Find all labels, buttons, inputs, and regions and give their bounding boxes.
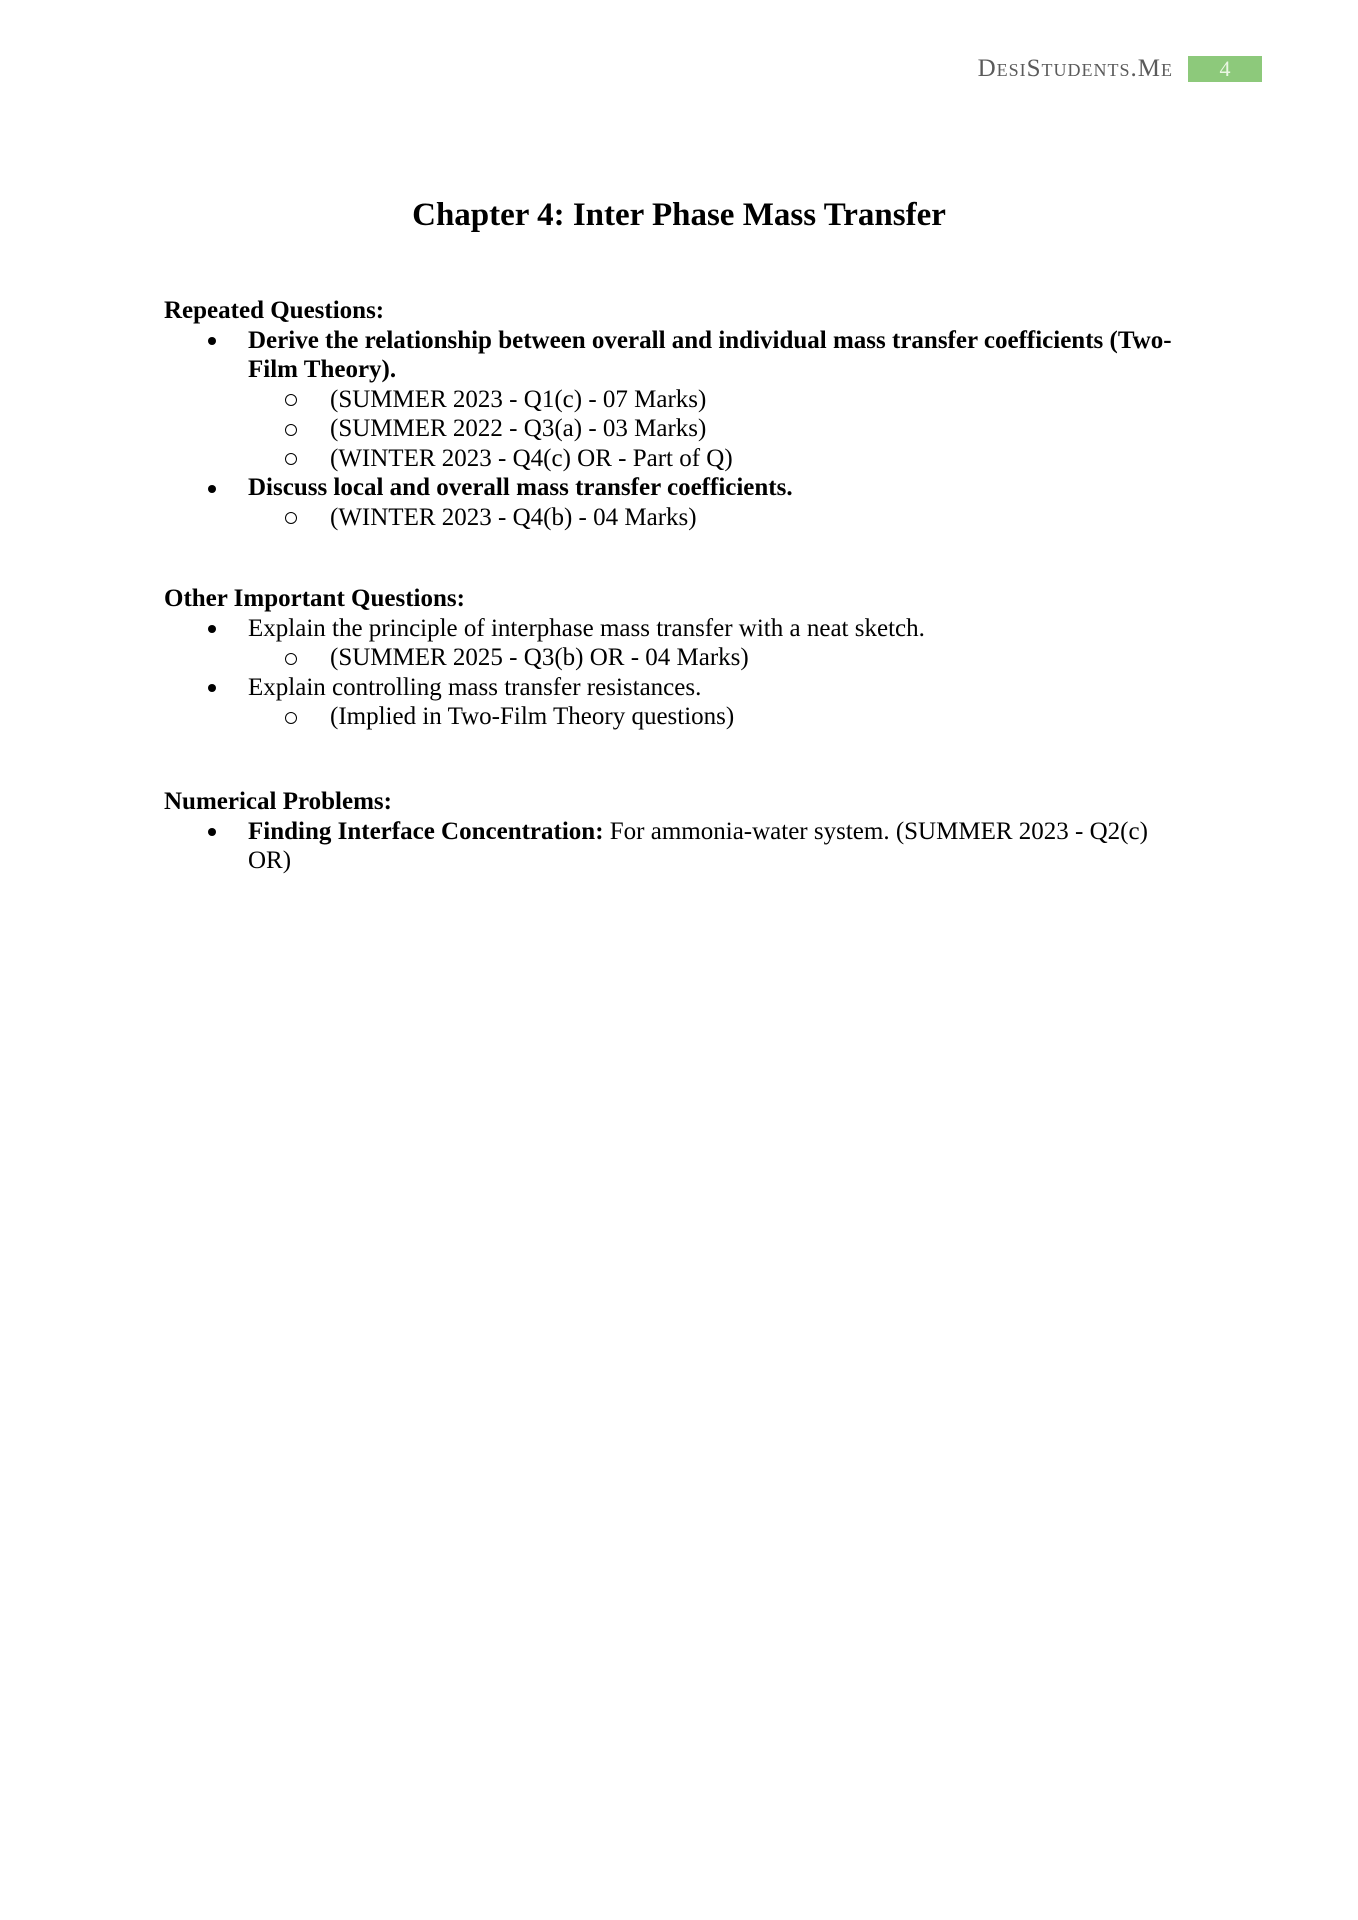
question-text: Explain the principle of interphase mass transfer with a neat sketch. [248,614,925,642]
section-heading-other-important-questions: Other Important Questions: [164,585,465,612]
question-list [164,614,1194,732]
question-list [164,817,1194,876]
exam-reference-item [164,385,1194,415]
question-list [164,326,1194,533]
section-heading-numerical-problems: Numerical Problems: [164,788,392,815]
question-text: Discuss local and overall mass transfer coefficients. [248,474,793,501]
exam-reference-item [164,702,1194,732]
question-item [164,673,1194,703]
exam-reference-item [164,643,1194,673]
question-text-bold: Finding Interface Concentration: [248,817,604,845]
document-content [164,296,1194,876]
page-header [978,55,1262,83]
bullet-icon [208,485,216,493]
question-text: Derive the relationship between overall and individual mass transfer coefficients (Two-Film Theory). [248,326,1172,383]
exam-reference-text: (WINTER 2023 - Q4(b) - 04 Marks) [330,503,697,531]
question-item [164,817,1194,876]
bullet-icon [208,625,216,633]
circle-bullet-icon [285,394,297,406]
site-brand: DesiStudents.Me [977,55,1173,82]
bullet-icon [208,337,216,345]
bullet-icon [208,684,216,692]
page-number: 4 [1219,56,1231,81]
question-text: Explain controlling mass transfer resistances. [248,673,702,701]
exam-reference-item [164,444,1194,474]
exam-reference-text: (Implied in Two-Film Theory questions) [330,703,735,730]
circle-bullet-icon [285,424,297,436]
page-number-badge [1188,56,1262,82]
exam-reference-text: (SUMMER 2022 - Q3(a) - 03 Marks) [330,415,707,442]
question-item [164,326,1194,385]
exam-reference-item [164,414,1194,444]
circle-bullet-icon [285,453,297,465]
question-text: For ammonia-water system. (SUMMER 2023 - Q2(c) OR) [248,817,1148,874]
question-item [164,473,1194,503]
exam-reference-item [164,503,1194,533]
circle-bullet-icon [285,512,297,524]
circle-bullet-icon [285,653,297,665]
exam-reference-text: (SUMMER 2023 - Q1(c) - 07 Marks) [330,385,707,413]
section-heading-repeated-questions: Repeated Questions: [164,297,385,324]
question-item [164,614,1194,644]
exam-reference-text: (WINTER 2023 - Q4(c) OR - Part of Q) [330,444,733,472]
page-title: Chapter 4: Inter Phase Mass Transfer [412,197,946,233]
exam-reference-text: (SUMMER 2025 - Q3(b) OR - 04 Marks) [330,644,749,671]
circle-bullet-icon [285,712,297,724]
bullet-icon [208,828,216,836]
